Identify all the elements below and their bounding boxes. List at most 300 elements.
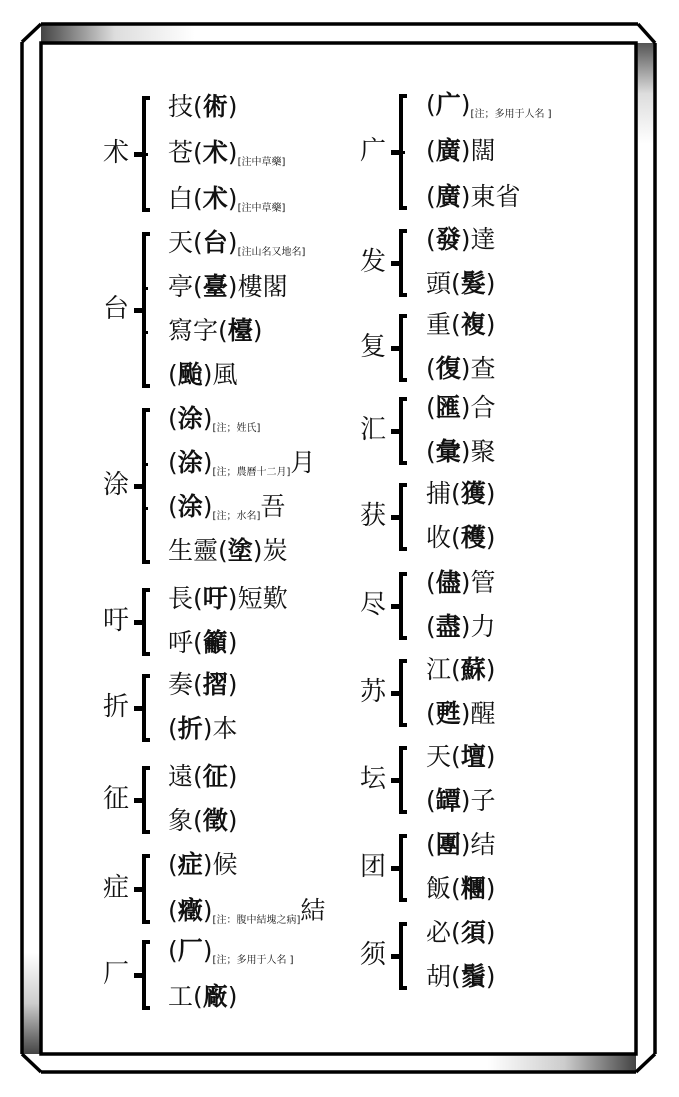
annotation-note: [注；多用于人名 ] bbox=[470, 109, 552, 120]
traditional-character: 獲 bbox=[460, 479, 486, 508]
word-prefix: 必 bbox=[426, 918, 452, 947]
close-paren: ) bbox=[202, 850, 213, 879]
word-suffix: 炭 bbox=[262, 536, 288, 565]
word-entry bbox=[168, 360, 238, 390]
word-suffix: 结 bbox=[470, 830, 496, 859]
word-entry bbox=[426, 699, 496, 729]
open-paren: ( bbox=[426, 786, 436, 815]
traditional-character: 涂 bbox=[177, 404, 203, 433]
word-suffix: 闊 bbox=[470, 136, 496, 165]
close-paren: ) bbox=[202, 936, 213, 965]
word-entry bbox=[168, 228, 305, 258]
traditional-character: 團 bbox=[435, 830, 461, 859]
simplified-character: 台 bbox=[103, 294, 130, 324]
bracket-bottom-tick bbox=[142, 830, 150, 834]
traditional-character: 鬚 bbox=[460, 962, 486, 991]
bracket-top-tick bbox=[399, 922, 407, 926]
traditional-character: 匯 bbox=[435, 393, 461, 422]
bracket-bottom-tick bbox=[142, 652, 150, 656]
word-suffix: 風 bbox=[212, 360, 238, 389]
bracket-top-tick bbox=[142, 854, 150, 858]
close-paren: ) bbox=[252, 536, 263, 565]
open-paren: ( bbox=[451, 523, 461, 552]
bracket bbox=[138, 766, 150, 834]
open-paren: ( bbox=[426, 612, 436, 641]
traditional-character: 涂 bbox=[177, 492, 203, 521]
bracket-item-tick bbox=[142, 331, 148, 334]
bracket-bottom-tick bbox=[142, 1006, 150, 1010]
annotation-note: [注中草藥] bbox=[237, 203, 286, 214]
word-entry bbox=[168, 448, 315, 478]
word-entry bbox=[168, 896, 325, 926]
traditional-character: 彙 bbox=[435, 437, 461, 466]
simplified-character: 吁 bbox=[103, 606, 130, 636]
word-prefix: 生靈 bbox=[168, 536, 219, 565]
word-entry bbox=[426, 962, 496, 992]
simplified-character: 获 bbox=[360, 501, 387, 531]
traditional-character: 甦 bbox=[435, 699, 461, 728]
word-entry bbox=[168, 714, 238, 744]
bracket-top-tick bbox=[399, 834, 407, 838]
word-prefix: 象 bbox=[168, 806, 194, 835]
annotation-note: [注中草藥] bbox=[237, 157, 286, 168]
word-entry bbox=[426, 568, 496, 598]
bracket-top-tick bbox=[142, 940, 150, 944]
word-entry bbox=[168, 536, 288, 566]
open-paren: ( bbox=[193, 584, 203, 613]
bracket-center-tick bbox=[391, 515, 401, 520]
bracket-center-tick bbox=[134, 887, 144, 892]
traditional-character: 廣 bbox=[435, 136, 461, 165]
word-prefix: 亭 bbox=[168, 272, 194, 301]
simplified-character: 发 bbox=[360, 247, 387, 277]
traditional-character: 須 bbox=[460, 918, 486, 947]
traditional-character: 廣 bbox=[435, 182, 461, 211]
bracket bbox=[395, 922, 407, 990]
bracket-center-tick bbox=[134, 484, 144, 489]
word-entry bbox=[168, 316, 263, 346]
close-paren: ) bbox=[202, 360, 213, 389]
bracket bbox=[395, 94, 407, 210]
close-paren: ) bbox=[485, 310, 496, 339]
bracket bbox=[138, 854, 150, 924]
word-prefix: 白 bbox=[168, 184, 194, 213]
open-paren: ( bbox=[426, 437, 436, 466]
word-entry bbox=[168, 404, 260, 434]
bracket-top-tick bbox=[399, 229, 407, 233]
traditional-character: 征 bbox=[202, 762, 228, 791]
bracket-bottom-tick bbox=[142, 208, 150, 212]
open-paren: ( bbox=[426, 90, 436, 119]
traditional-character: 檯 bbox=[227, 316, 253, 345]
bracket-top-tick bbox=[142, 408, 150, 412]
word-suffix: 月 bbox=[290, 448, 316, 477]
bracket-top-tick bbox=[399, 746, 407, 750]
word-entry bbox=[168, 936, 294, 966]
traditional-character: 塗 bbox=[227, 536, 253, 565]
annotation-note: [注；姓氏] bbox=[212, 423, 261, 434]
open-paren: ( bbox=[193, 92, 203, 121]
traditional-character: 术 bbox=[202, 184, 228, 213]
open-paren: ( bbox=[168, 404, 178, 433]
word-entry bbox=[426, 269, 496, 299]
close-paren: ) bbox=[252, 316, 263, 345]
simplified-character: 厂 bbox=[103, 959, 130, 989]
word-entry bbox=[426, 874, 496, 904]
word-entry bbox=[168, 272, 288, 302]
bracket-bottom-tick bbox=[399, 547, 407, 551]
word-entry bbox=[426, 918, 496, 948]
bracket bbox=[395, 834, 407, 902]
open-paren: ( bbox=[451, 962, 461, 991]
word-entry bbox=[168, 184, 285, 214]
traditional-character: 術 bbox=[202, 92, 228, 121]
open-paren: ( bbox=[168, 714, 178, 743]
close-paren: ) bbox=[460, 393, 471, 422]
close-paren: ) bbox=[227, 982, 238, 1011]
traditional-character: 複 bbox=[460, 310, 486, 339]
close-paren: ) bbox=[202, 492, 213, 521]
open-paren: ( bbox=[451, 874, 461, 903]
traditional-character: 蘇 bbox=[460, 655, 486, 684]
bracket-top-tick bbox=[399, 483, 407, 487]
word-entry bbox=[426, 354, 496, 384]
traditional-character: 壇 bbox=[460, 742, 486, 771]
word-entry bbox=[426, 523, 496, 553]
traditional-character: 髮 bbox=[460, 269, 486, 298]
simplified-character: 折 bbox=[103, 692, 130, 722]
word-entry bbox=[426, 225, 496, 255]
word-prefix: 捕 bbox=[426, 479, 452, 508]
traditional-character: 穫 bbox=[460, 523, 486, 552]
word-prefix: 重 bbox=[426, 310, 452, 339]
word-entry bbox=[426, 655, 496, 685]
word-entry bbox=[426, 182, 521, 212]
word-suffix: 合 bbox=[470, 393, 496, 422]
bracket-center-tick bbox=[391, 346, 401, 351]
bracket bbox=[395, 229, 407, 297]
bracket-center-tick bbox=[134, 798, 144, 803]
close-paren: ) bbox=[227, 92, 238, 121]
bracket-item-tick bbox=[142, 463, 148, 466]
traditional-character: 颱 bbox=[177, 360, 203, 389]
close-paren: ) bbox=[227, 272, 238, 301]
bracket-top-tick bbox=[399, 659, 407, 663]
open-paren: ( bbox=[193, 184, 203, 213]
open-paren: ( bbox=[193, 272, 203, 301]
open-paren: ( bbox=[168, 896, 178, 925]
traditional-character: 發 bbox=[435, 225, 461, 254]
open-paren: ( bbox=[426, 182, 436, 211]
word-entry bbox=[426, 786, 496, 816]
close-paren: ) bbox=[460, 182, 471, 211]
bracket bbox=[138, 940, 150, 1010]
simplified-character: 汇 bbox=[360, 415, 387, 445]
close-paren: ) bbox=[460, 830, 471, 859]
bracket-item-tick bbox=[142, 287, 148, 290]
close-paren: ) bbox=[485, 655, 496, 684]
word-entry bbox=[168, 806, 238, 836]
word-suffix: 力 bbox=[470, 612, 496, 641]
open-paren: ( bbox=[218, 316, 228, 345]
open-paren: ( bbox=[426, 830, 436, 859]
simplified-character: 广 bbox=[360, 136, 387, 166]
bracket-bottom-tick bbox=[399, 206, 407, 210]
bracket-center-tick bbox=[134, 706, 144, 711]
open-paren: ( bbox=[193, 628, 203, 657]
word-entry bbox=[426, 479, 496, 509]
word-entry bbox=[426, 437, 496, 467]
bracket-item-tick bbox=[142, 153, 148, 156]
word-prefix: 長 bbox=[168, 584, 194, 613]
bracket bbox=[395, 746, 407, 814]
open-paren: ( bbox=[193, 762, 203, 791]
close-paren: ) bbox=[485, 742, 496, 771]
close-paren: ) bbox=[460, 90, 471, 119]
annotation-note: [注山名又地名] bbox=[237, 247, 306, 258]
word-suffix: 醒 bbox=[470, 699, 496, 728]
close-paren: ) bbox=[460, 786, 471, 815]
word-entry bbox=[426, 310, 496, 340]
simplified-character: 术 bbox=[103, 138, 130, 168]
word-suffix: 管 bbox=[470, 568, 496, 597]
open-paren: ( bbox=[168, 360, 178, 389]
open-paren: ( bbox=[451, 479, 461, 508]
traditional-character: 復 bbox=[435, 354, 461, 383]
bracket-bottom-tick bbox=[142, 920, 150, 924]
bracket-top-tick bbox=[399, 572, 407, 576]
traditional-character: 臺 bbox=[202, 272, 228, 301]
close-paren: ) bbox=[485, 874, 496, 903]
close-paren: ) bbox=[227, 806, 238, 835]
word-entry bbox=[426, 742, 496, 772]
close-paren: ) bbox=[202, 896, 213, 925]
open-paren: ( bbox=[451, 310, 461, 339]
word-prefix: 苍 bbox=[168, 138, 194, 167]
bracket-top-tick bbox=[142, 674, 150, 678]
bracket-center-tick bbox=[134, 973, 144, 978]
simplified-character: 征 bbox=[103, 784, 130, 814]
simplified-character: 坛 bbox=[360, 764, 387, 794]
traditional-character: 罈 bbox=[435, 786, 461, 815]
close-paren: ) bbox=[202, 714, 213, 743]
bracket-bottom-tick bbox=[399, 636, 407, 640]
bracket bbox=[395, 397, 407, 465]
word-entry bbox=[426, 612, 496, 642]
simplified-character: 复 bbox=[360, 332, 387, 362]
bracket-center-tick bbox=[391, 954, 401, 959]
close-paren: ) bbox=[485, 269, 496, 298]
word-entry bbox=[426, 90, 552, 120]
bracket-item-tick bbox=[399, 151, 405, 154]
bracket-bottom-tick bbox=[399, 898, 407, 902]
open-paren: ( bbox=[193, 982, 203, 1011]
bracket bbox=[138, 674, 150, 742]
bracket-bottom-tick bbox=[399, 810, 407, 814]
word-prefix: 江 bbox=[426, 655, 452, 684]
bracket-bottom-tick bbox=[399, 461, 407, 465]
bracket bbox=[138, 232, 150, 388]
bracket-bottom-tick bbox=[142, 384, 150, 388]
open-paren: ( bbox=[426, 393, 436, 422]
word-entry bbox=[426, 830, 496, 860]
open-paren: ( bbox=[426, 568, 436, 597]
open-paren: ( bbox=[193, 806, 203, 835]
open-paren: ( bbox=[426, 136, 436, 165]
word-entry bbox=[168, 492, 285, 522]
annotation-note: [注；農曆十二月] bbox=[212, 467, 291, 478]
simplified-character: 团 bbox=[360, 852, 387, 882]
bracket-bottom-tick bbox=[399, 986, 407, 990]
close-paren: ) bbox=[460, 136, 471, 165]
bracket-center-tick bbox=[391, 429, 401, 434]
bracket bbox=[395, 572, 407, 640]
traditional-character: 糰 bbox=[460, 874, 486, 903]
close-paren: ) bbox=[227, 138, 238, 167]
annotation-note: [注；水名] bbox=[212, 511, 261, 522]
bracket-top-tick bbox=[142, 96, 150, 100]
close-paren: ) bbox=[227, 762, 238, 791]
bracket-bottom-tick bbox=[399, 378, 407, 382]
bracket-top-tick bbox=[399, 314, 407, 318]
bracket-bottom-tick bbox=[142, 738, 150, 742]
simplified-character: 苏 bbox=[360, 677, 387, 707]
bracket-center-tick bbox=[134, 308, 144, 313]
close-paren: ) bbox=[485, 523, 496, 552]
close-paren: ) bbox=[227, 184, 238, 213]
annotation-note: [注；多用于人名 ] bbox=[212, 955, 294, 966]
simplified-character: 尽 bbox=[360, 590, 387, 620]
word-suffix: 查 bbox=[470, 354, 496, 383]
word-prefix: 呼 bbox=[168, 628, 194, 657]
word-prefix: 天 bbox=[426, 742, 452, 771]
bracket bbox=[395, 314, 407, 382]
word-suffix: 短歎 bbox=[237, 584, 288, 613]
bracket bbox=[138, 408, 150, 564]
traditional-character: 籲 bbox=[202, 628, 228, 657]
bracket bbox=[138, 588, 150, 656]
open-paren: ( bbox=[193, 138, 203, 167]
close-paren: ) bbox=[485, 918, 496, 947]
simplified-character: 症 bbox=[103, 873, 130, 903]
traditional-character: 盡 bbox=[435, 612, 461, 641]
word-suffix: 子 bbox=[470, 786, 496, 815]
open-paren: ( bbox=[426, 699, 436, 728]
word-entry bbox=[168, 584, 288, 614]
close-paren: ) bbox=[460, 354, 471, 383]
open-paren: ( bbox=[168, 936, 178, 965]
open-paren: ( bbox=[451, 269, 461, 298]
bracket-bottom-tick bbox=[399, 293, 407, 297]
word-prefix: 遠 bbox=[168, 762, 194, 791]
bracket bbox=[138, 96, 150, 212]
word-prefix: 胡 bbox=[426, 962, 452, 991]
bracket-top-tick bbox=[142, 588, 150, 592]
traditional-character: 症 bbox=[177, 850, 203, 879]
open-paren: ( bbox=[451, 918, 461, 947]
bracket-top-tick bbox=[399, 94, 407, 98]
word-entry bbox=[168, 138, 285, 168]
open-paren: ( bbox=[426, 225, 436, 254]
close-paren: ) bbox=[227, 628, 238, 657]
traditional-character: 癥 bbox=[177, 896, 203, 925]
word-suffix: 聚 bbox=[470, 437, 496, 466]
annotation-note: [注：腹中結塊之病] bbox=[212, 915, 301, 926]
word-entry bbox=[168, 670, 238, 700]
traditional-character: 廠 bbox=[202, 982, 228, 1011]
open-paren: ( bbox=[168, 492, 178, 521]
simplified-character: 涂 bbox=[103, 470, 130, 500]
close-paren: ) bbox=[227, 670, 238, 699]
word-suffix: 候 bbox=[212, 850, 238, 879]
traditional-character: 台 bbox=[202, 228, 228, 257]
open-paren: ( bbox=[168, 850, 178, 879]
bracket-center-tick bbox=[391, 866, 401, 871]
close-paren: ) bbox=[485, 962, 496, 991]
word-entry bbox=[426, 136, 496, 166]
word-suffix: 結 bbox=[300, 896, 326, 925]
close-paren: ) bbox=[202, 448, 213, 477]
bracket-bottom-tick bbox=[142, 560, 150, 564]
traditional-character: 徵 bbox=[202, 806, 228, 835]
close-paren: ) bbox=[202, 404, 213, 433]
bracket-top-tick bbox=[142, 766, 150, 770]
word-prefix: 飯 bbox=[426, 874, 452, 903]
word-prefix: 技 bbox=[168, 92, 194, 121]
word-entry bbox=[168, 628, 238, 658]
word-prefix: 天 bbox=[168, 228, 194, 257]
traditional-character: 广 bbox=[435, 90, 461, 119]
bracket-top-tick bbox=[399, 397, 407, 401]
traditional-character: 折 bbox=[177, 714, 203, 743]
close-paren: ) bbox=[460, 437, 471, 466]
traditional-character: 涂 bbox=[177, 448, 203, 477]
bracket-top-tick bbox=[142, 232, 150, 236]
close-paren: ) bbox=[227, 228, 238, 257]
word-prefix: 頭 bbox=[426, 269, 452, 298]
bracket-item-tick bbox=[142, 507, 148, 510]
bracket-center-tick bbox=[391, 261, 401, 266]
word-suffix: 吾 bbox=[260, 492, 286, 521]
traditional-character: 厂 bbox=[177, 936, 203, 965]
bracket-center-tick bbox=[391, 604, 401, 609]
simplified-character: 须 bbox=[360, 940, 387, 970]
open-paren: ( bbox=[168, 448, 178, 477]
open-paren: ( bbox=[193, 228, 203, 257]
open-paren: ( bbox=[193, 670, 203, 699]
word-entry bbox=[168, 982, 238, 1012]
close-paren: ) bbox=[227, 584, 238, 613]
close-paren: ) bbox=[460, 568, 471, 597]
word-prefix: 工 bbox=[168, 982, 194, 1011]
word-suffix: 本 bbox=[212, 714, 238, 743]
traditional-character: 术 bbox=[202, 138, 228, 167]
open-paren: ( bbox=[451, 655, 461, 684]
close-paren: ) bbox=[485, 479, 496, 508]
bracket bbox=[395, 483, 407, 551]
open-paren: ( bbox=[426, 354, 436, 383]
traditional-character: 摺 bbox=[202, 670, 228, 699]
open-paren: ( bbox=[218, 536, 228, 565]
word-suffix: 東省 bbox=[470, 182, 521, 211]
close-paren: ) bbox=[460, 225, 471, 254]
bracket-center-tick bbox=[391, 778, 401, 783]
word-entry bbox=[168, 850, 238, 880]
word-prefix: 奏 bbox=[168, 670, 194, 699]
open-paren: ( bbox=[451, 742, 461, 771]
word-entry bbox=[426, 393, 496, 423]
bracket-center-tick bbox=[134, 620, 144, 625]
